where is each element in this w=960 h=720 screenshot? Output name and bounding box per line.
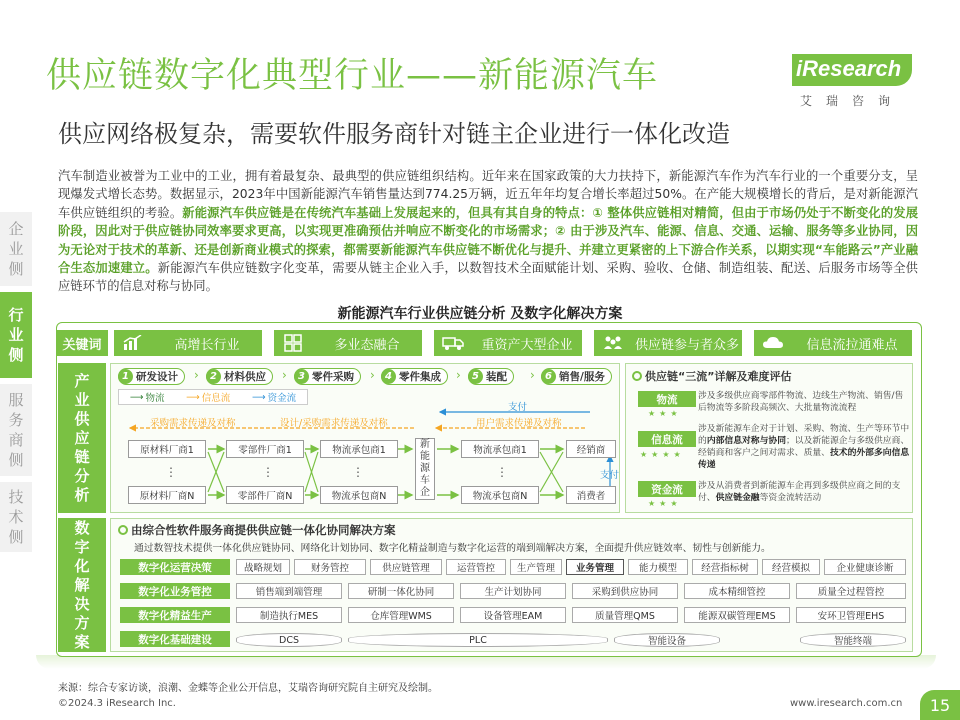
desc-material-flow: 涉及多级供应商零部件物流、边线生产物流、销售/售后物流等多阶段高频次、大批量物流流程 [698, 391, 904, 413]
step-arrow-icon: › [370, 368, 375, 382]
sol-item: 企业健康诊断 [824, 559, 906, 575]
sol-item: 仓库管理WMS [348, 607, 454, 623]
sol-item: 制造执行MES [236, 607, 342, 623]
tag-material-flow: 物流 [638, 391, 696, 407]
solution-label: 数 字 化 解 决 方 案 [58, 518, 106, 652]
sol-item-selected: 业务管理 [566, 559, 624, 575]
sol-item: 生产计划协同 [460, 583, 566, 599]
flow-text-procurement: 采购需求传递及对称 [150, 418, 236, 429]
node-part-supplier-1: 零部件厂商1 [226, 440, 304, 458]
sol-item: 质量管理QMS [572, 607, 678, 623]
keyword-info-flow: 信息流拉通难点 [754, 330, 912, 356]
step-arrow-icon: › [194, 368, 199, 382]
node-logistics-1: 物流承包商1 [320, 440, 398, 458]
step-parts-integration: 4 零件集成 [381, 368, 448, 385]
node-logistics-n: 物流承包商N [320, 486, 398, 504]
solution-subtitle: 通过数智技术提供一体化供应链协同、网络化计划协同、数字化精益制造与数字化运营的端到端解决方案，全面提升供应链效率、韧性与创新能力。 [134, 543, 771, 554]
node-logistics-2-n: 物流承包商N [461, 486, 539, 504]
step-materials: 2 材料供应 [206, 368, 273, 385]
flow-text-pay: 支付 [508, 402, 528, 413]
row-label-business: 数字化业务管控 [120, 583, 230, 599]
solution-title: 由综合性软件服务商提供供应链一体化协同解决方案 [118, 522, 396, 538]
page-number: 15 [920, 690, 960, 720]
step-design: 1 研发设计 [118, 368, 185, 385]
row-label-infrastructure: 数字化基础建设 [120, 631, 230, 647]
sol-item: 战略规划 [236, 559, 290, 575]
sol-item: 生产管理 [510, 559, 562, 575]
sol-item: 研制一体化协同 [348, 583, 454, 599]
sc-analysis-label: 产 业 供 应 链 分 析 [58, 363, 106, 513]
svg-text:⋮: ⋮ [496, 465, 508, 479]
sol-item: 采购到供应协同 [572, 583, 678, 599]
three-flows-title: 供应链“三流”详解及难度评估 [632, 368, 791, 384]
node-logistics-2-1: 物流承包商1 [461, 440, 539, 458]
keyword-label: 关键词 [56, 330, 108, 356]
stars-info: ★★★★ [640, 450, 685, 459]
legend-capital: ⟶ 资金流 [252, 391, 297, 404]
logo-text: iResearch [796, 56, 902, 81]
tag-capital-flow: 资金流 [638, 481, 696, 497]
side-tab-industry[interactable]: 行 业 侧 [0, 292, 32, 378]
legend-info: ⟶ 信息流 [186, 391, 231, 404]
sol-item: 财务管控 [294, 559, 366, 575]
keyword-many-participants: 供应链参与者众多 [594, 330, 742, 356]
keyword-heavy-asset: 重资产大型企业 [434, 330, 582, 356]
node-raw-supplier-n: 原材料厂商N [128, 486, 206, 504]
sol-item: 经营指标树 [692, 559, 758, 575]
sol-item: 运营管控 [446, 559, 506, 575]
keyword-multi-format: 多业态融合 [274, 330, 422, 356]
sol-item: 安环卫管理EHS [796, 607, 906, 623]
desc-capital-flow: 涉及从消费者到新能源车企再到多级供应商之间的支付、供应链金融等资金流转活动 [698, 481, 901, 503]
step-arrow-icon: › [456, 368, 461, 382]
step-sales-service: 6 销售/服务 [541, 368, 612, 385]
infra-smart-device: 智能设备 [614, 633, 720, 647]
flow-text-design: 设计/采购需求传递及对称 [280, 418, 388, 429]
infra-plc: PLC [348, 633, 608, 647]
keyword-high-growth: 高增长行业 [114, 330, 262, 356]
node-dealer: 经销商 [566, 440, 616, 458]
infra-dcs: DCS [236, 633, 342, 647]
desc-info-flow: 涉及新能源车企对于计划、采购、物流、生产等环节中的内部信息对称与协同；以及新能源企与多级供应商、经销商和客户之间对需求、质量、技术的外部多向信息传递 [698, 424, 910, 470]
source-note: 来源：综合专家访谈，浪潮、金蝶等企业公开信息，艾瑞咨询研究院自主研究及绘制。 [58, 683, 438, 694]
stars-material: ★★★ [648, 409, 682, 418]
node-consumer: 消费者 [566, 486, 616, 504]
infra-smart-terminal: 智能终端 [800, 633, 906, 647]
stars-capital: ★★★ [648, 499, 682, 508]
svg-text:⋮: ⋮ [352, 465, 364, 479]
sol-item: 设备管理EAM [460, 607, 566, 623]
svg-text:⋮: ⋮ [262, 465, 274, 479]
logo-cn: 艾瑞咨询 [800, 94, 905, 108]
legend-material: ⟶ 物流 [129, 391, 165, 404]
sol-item: 供应链管理 [370, 559, 442, 575]
sol-item: 能力模型 [628, 559, 688, 575]
sol-item: 能源双碳管理EMS [684, 607, 790, 623]
intro-paragraph: 汽车制造业被誉为工业中的工业，拥有着最复杂、最典型的供应链组织结构。近年来在国家政策的大力扶持下，新能源汽车作为汽车行业的一个重要分支，呈现爆发式增长态势。数据显示，2023年中国新能源汽车销售量达到774.25万辆，近五年年均复合增长率超过50%。在产能大规模增长的背后，是对新能源汽车供应链组织的考验。新能源汽车供应链是在传统汽车基础上发展起来的，但具有其自身的特点：① 整体供应链相对精简，但由于市场仍处于不断变化的发展阶段，因此对于供应链协同效率要求更高，以实现更准确预估并响应不断变化的市场需求；② 由于涉及汽车、能源、信息、交通、运输、服务等多业协同，因为无论对于技术的革新、还是创新商业模式的探索，都需要新能源汽车供应链不断优化与提升、并建立更紧密的上下游合作关系，以期实现“车能路云”产业融合生态加速建立。新能源汽车供应链数字化变革，需要从链主企业入手，以数智技术全面赋能计划、采购、验收、仓储、制造组装、配送、后服务市场等全供应链环节的信息对称与协同。 [58, 169, 918, 294]
step-arrow-icon: › [530, 368, 535, 382]
tag-info-flow: 信息流 [638, 431, 696, 447]
diagram-title: 新能源汽车行业供应链分析 及数字化解决方案 [337, 306, 623, 322]
side-tab-technology[interactable]: 技 术 侧 [0, 482, 32, 552]
page-title: 供应链数字化典型行业——新能源汽车 [46, 56, 659, 96]
sol-item: 销售端到端管理 [236, 583, 342, 599]
node-part-supplier-n: 零部件厂商N [226, 486, 304, 504]
flow-text-pay-2: 支付 [600, 470, 620, 481]
sol-item: 质量全过程管控 [796, 583, 906, 599]
step-assembly: 5 装配 [468, 368, 514, 385]
node-raw-supplier-1: 原材料厂商1 [128, 440, 206, 458]
page-subtitle: 供应网络极复杂，需要软件服务商针对链主企业进行一体化改造 [58, 120, 730, 148]
side-tab-enterprise[interactable]: 企 业 侧 [0, 212, 32, 286]
sol-item: 经营模拟 [762, 559, 820, 575]
copyright: ©2024.3 iResearch Inc. [58, 698, 176, 709]
side-tab-provider[interactable]: 服 务 商 侧 [0, 384, 32, 476]
sol-item: 成本精细管控 [684, 583, 790, 599]
row-label-lean: 数字化精益生产 [120, 607, 230, 623]
website-link[interactable]: www.iresearch.com.cn [790, 698, 903, 709]
node-oem: 新 能 源 车 企 [415, 438, 435, 500]
step-parts-procurement: 3 零件采购 [294, 368, 361, 385]
svg-text:⋮: ⋮ [165, 465, 177, 479]
step-arrow-icon: › [282, 368, 287, 382]
flow-text-user: 用户需求传递及对称 [476, 418, 562, 429]
row-label-operations: 数字化运营决策 [120, 559, 230, 575]
